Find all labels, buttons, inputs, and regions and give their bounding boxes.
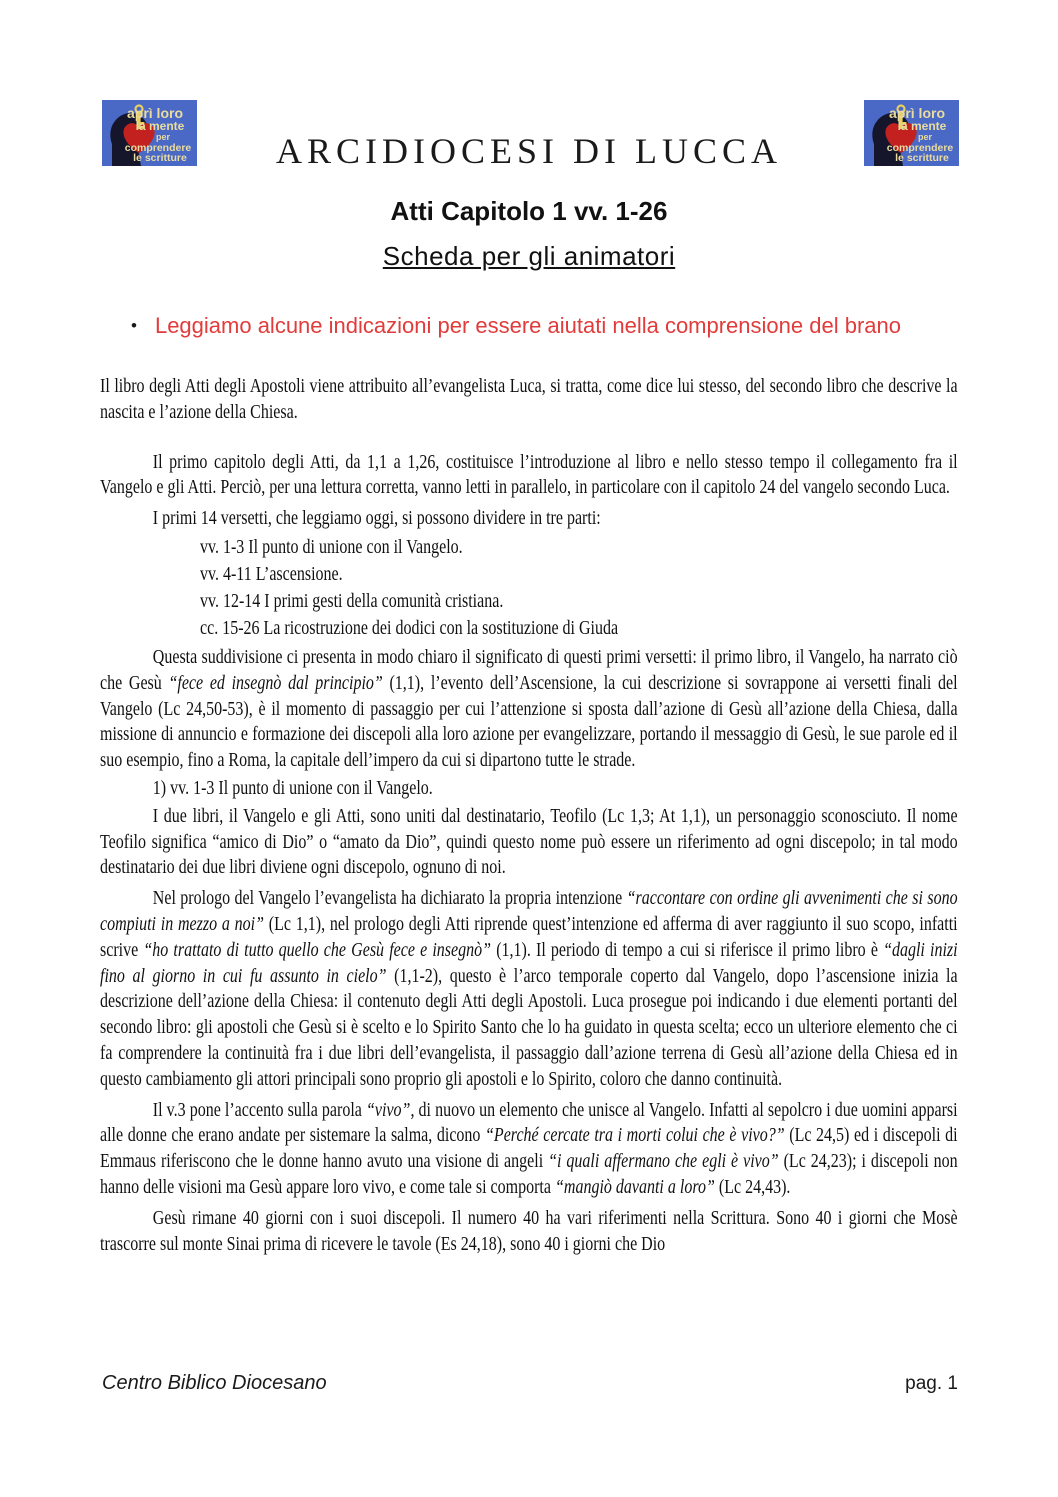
chapter-heading: Atti Capitolo 1 vv. 1-26 [390, 196, 668, 226]
list-item: vv. 4-11 L’ascensione. [200, 562, 343, 585]
list-item: vv. 1-3 Il punto di unione con il Vangelo. [200, 535, 463, 558]
paragraph-prologue: Nel prologo del Vangelo l’evangelista ha dichiarato la propria intenzione “raccontare con ordine gli avvenimenti che si sono compiuti in mezzo a noi” (Lc 1,1), nel prologo degli Atti riprende quest’intenzione ed afferma di aver raggiunto il suo scopo, infatti scrive “ho trattato di tutto quello che Gesù fece e insegnò” (1,1). Il periodo di tempo a cui si riferisce il primo libro è “dagli inizi fino al giorno in cui fu assunto in cielo” (1,1-2), questo è l’arco temporale coperto dal Vangelo, dopo l’ascensione inizia la descrizione dell’azione della Chiesa: il contenuto degli Atti degli Apostoli. Luca prosegue poi indicando i due elementi portanti del secondo libro: gli apostoli che Gesù si è scelto e lo Spirito Santo che lo ha guidato in questa scelta; ecco un ulteriore elemento che ci fa comprendere la continuità fra i due libri dell’evangelista, il passaggio dall’azione terrena di Gesù all’azione della Chiesa ed in questo cambiamento gli attori principali sono proprio gli apostoli e lo Spirito, coloro che danno continuità. [100, 887, 958, 1090]
logo-text-line: aprì loro [888, 105, 946, 121]
page-title: ARCIDIOCESI DI LUCCA [275, 131, 782, 171]
diocese-logo-right [864, 100, 959, 166]
logo-text-line: la mente [135, 119, 185, 133]
document-body [100, 374, 958, 1257]
open-minds-logo-graphic [102, 100, 197, 166]
logo-text-line: la mente [897, 119, 947, 133]
paragraph-first-chapter: Il primo capitolo degli Atti, da 1,1 a 1,26, costituisce l’introduzione al libro e nello stesso tempo il collegamento fra il Vangelo e gli Atti. Perciò, per una lettura corretta, vanno letti in parallelo, in particolare con il capitolo 24 del vangelo secondo Luca. [100, 450, 958, 499]
page-footer [102, 1372, 958, 1395]
reading-note-row [131, 312, 1058, 340]
paragraph-intro: Il libro degli Atti degli Apostoli viene attribuito all’evangelista Luca, si tratta, come dice lui stesso, del secondo libro che descrive la nascita e l’azione della Chiesa. [100, 375, 958, 423]
paragraph-forty-days: Gesù rimane 40 giorni con i suoi discepoli. Il numero 40 ha vari riferimenti nella Scrittura. Sono 40 i giorni che Mosè trascorre sul monte Sinai prima di ricevere le tavole (Es 24,18), sono 40 i giorni che Dio [100, 1206, 958, 1255]
paragraph-subdivision: Questa suddivisione ci presenta in modo chiaro il significato di questi primi versetti: il primo libro, il Vangelo, ha narrato ciò che Gesù “fece ed insegnò dal principio” (1,1), l’evento dell’Ascensione, la cui descrizione si sovrappone ai versetti finali del Vangelo (Lc 24,50-53), è il momento di passaggio per cui l’attenzione si sposta dall’azione di Gesù all’azione della Chiesa, dalla missione di annuncio e formazione dei discepoli alla loro azione per evangelizzare, portando il messaggio di Gesù, le sue parole ed il suo esempio, fino a Roma, la capitale dell’impero da cui si dipartono tutte le strade. [100, 645, 958, 772]
bullet-icon: • [131, 316, 137, 335]
sheet-heading: Scheda per gli animatori [382, 241, 676, 271]
logo-text-line: comprendere [124, 142, 192, 154]
section-heading-1: 1) vv. 1-3 Il punto di unione con il Vangelo. [152, 776, 433, 799]
list-item: cc. 15-26 La ricostruzione dei dodici con la sostituzione di Giuda [200, 616, 619, 639]
paragraph-three-parts: I primi 14 versetti, che leggiamo oggi, si possono dividere in tre parti: [152, 507, 601, 530]
footer-page-number: pag. 1 [905, 1373, 958, 1394]
logo-text-line: aprì loro [126, 105, 184, 121]
verse-division-list [200, 534, 958, 642]
logo-text-line: comprendere [886, 142, 954, 154]
reading-note-text: Leggiamo alcune indicazioni per essere aiutati nella comprensione del brano [154, 313, 901, 338]
logo-text-line: per [917, 132, 933, 142]
logo-text-line: le scritture [895, 152, 949, 164]
logo-text-line: le scritture [133, 152, 187, 164]
paragraph-two-books: I due libri, il Vangelo e gli Atti, sono uniti dal destinatario, Teofilo (Lc 1,3; At 1,1), un personaggio sconosciuto. Il nome Teofilo significa “amico di Dio” o “amato da Dio”, quindi questo nome può essere un riferimento ad ogni discepolo; in tal modo destinatario dei due libri diviene ogni discepolo, ognuno di noi. [100, 804, 958, 879]
logo-text-line: per [155, 132, 171, 142]
paragraph-vivo: Il v.3 pone l’accento sulla parola “vivo”, di nuovo un elemento che unisce al Vangelo. Infatti al sepolcro i due uomini apparsi alle donne che erano andate per sistemare la salma, dicono “Perché cercate tra i morti colui che è vivo?” (Lc 24,5) ed i discepoli di Emmaus riferiscono che le donne hanno avuto una visione di angeli “i quali affermano che egli è vivo” (Lc 24,23); i discepoli non hanno delle visioni ma Gesù appare loro vivo, e come tale si comporta “mangiò davanti a loro” (Lc 24,43). [100, 1098, 958, 1198]
diocese-logo-left [102, 100, 197, 166]
open-minds-logo-graphic [864, 100, 959, 166]
footer-author: Centro Biblico Diocesano [102, 1372, 327, 1394]
list-item: vv. 12-14 I primi gesti della comunità cristiana. [200, 589, 504, 612]
